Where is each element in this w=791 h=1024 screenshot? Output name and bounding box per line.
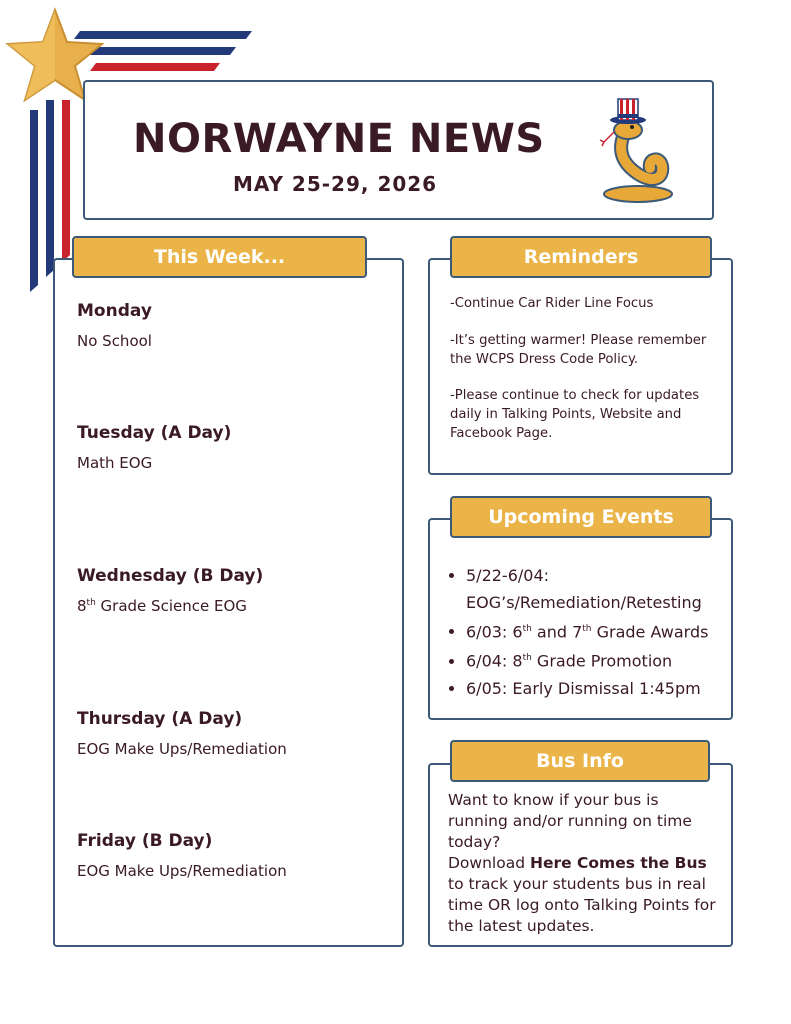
tuesday-detail: Math EOG [77, 454, 153, 472]
bus-info-heading: Bus Info [450, 740, 710, 782]
newsletter-title: NORWAYNE NEWS [133, 116, 545, 162]
reminder-item: -Continue Car Rider Line Focus [450, 296, 654, 311]
monday-title: Monday [77, 301, 152, 321]
bus-info-line1: Want to know if your bus is running and/or running on time today? [448, 791, 692, 851]
events-heading: Upcoming Events [450, 496, 712, 538]
thursday-title: Thursday (A Day) [77, 709, 243, 729]
reminder-item: -It’s getting warmer! Please remember the WCPS Dress Code Policy. [450, 333, 707, 367]
thursday-detail: EOG Make Ups/Remediation [77, 740, 287, 758]
newsletter-date: MAY 25-29, 2026 [233, 172, 438, 196]
event-item: • 6/03: 6th and 7th Grade Awards [466, 616, 746, 645]
friday-detail: EOG Make Ups/Remediation [77, 862, 287, 880]
wednesday-title: Wednesday (B Day) [77, 566, 264, 586]
bus-app-name: Here Comes the Bus [529, 854, 707, 872]
events-list [448, 562, 746, 702]
this-week-heading: This Week... [72, 236, 367, 278]
reminder-item: -Please continue to check for updates daily in Talking Points, Website and Facebook Page. [450, 388, 700, 441]
monday-detail: No School [77, 332, 152, 350]
event-item: • 6/04: 8th Grade Promotion [466, 645, 746, 674]
event-item: • 5/22-6/04: EOG’s/Remediation/Retesting [466, 562, 746, 616]
tuesday-title: Tuesday (A Day) [77, 423, 232, 443]
bus-info-text: Want to know if your bus is running and/or running on time today? Download Here Comes the Bus to track your students bus in real time OR log onto Talking Points for the latest updates. [448, 791, 716, 935]
snake-mascot-icon [596, 94, 680, 208]
event-item: • 6/05: Early Dismissal 1:45pm [466, 675, 746, 702]
reminders-heading: Reminders [450, 236, 712, 278]
friday-title: Friday (B Day) [77, 831, 213, 851]
wednesday-detail: 8th Grade Science EOG [77, 597, 247, 615]
